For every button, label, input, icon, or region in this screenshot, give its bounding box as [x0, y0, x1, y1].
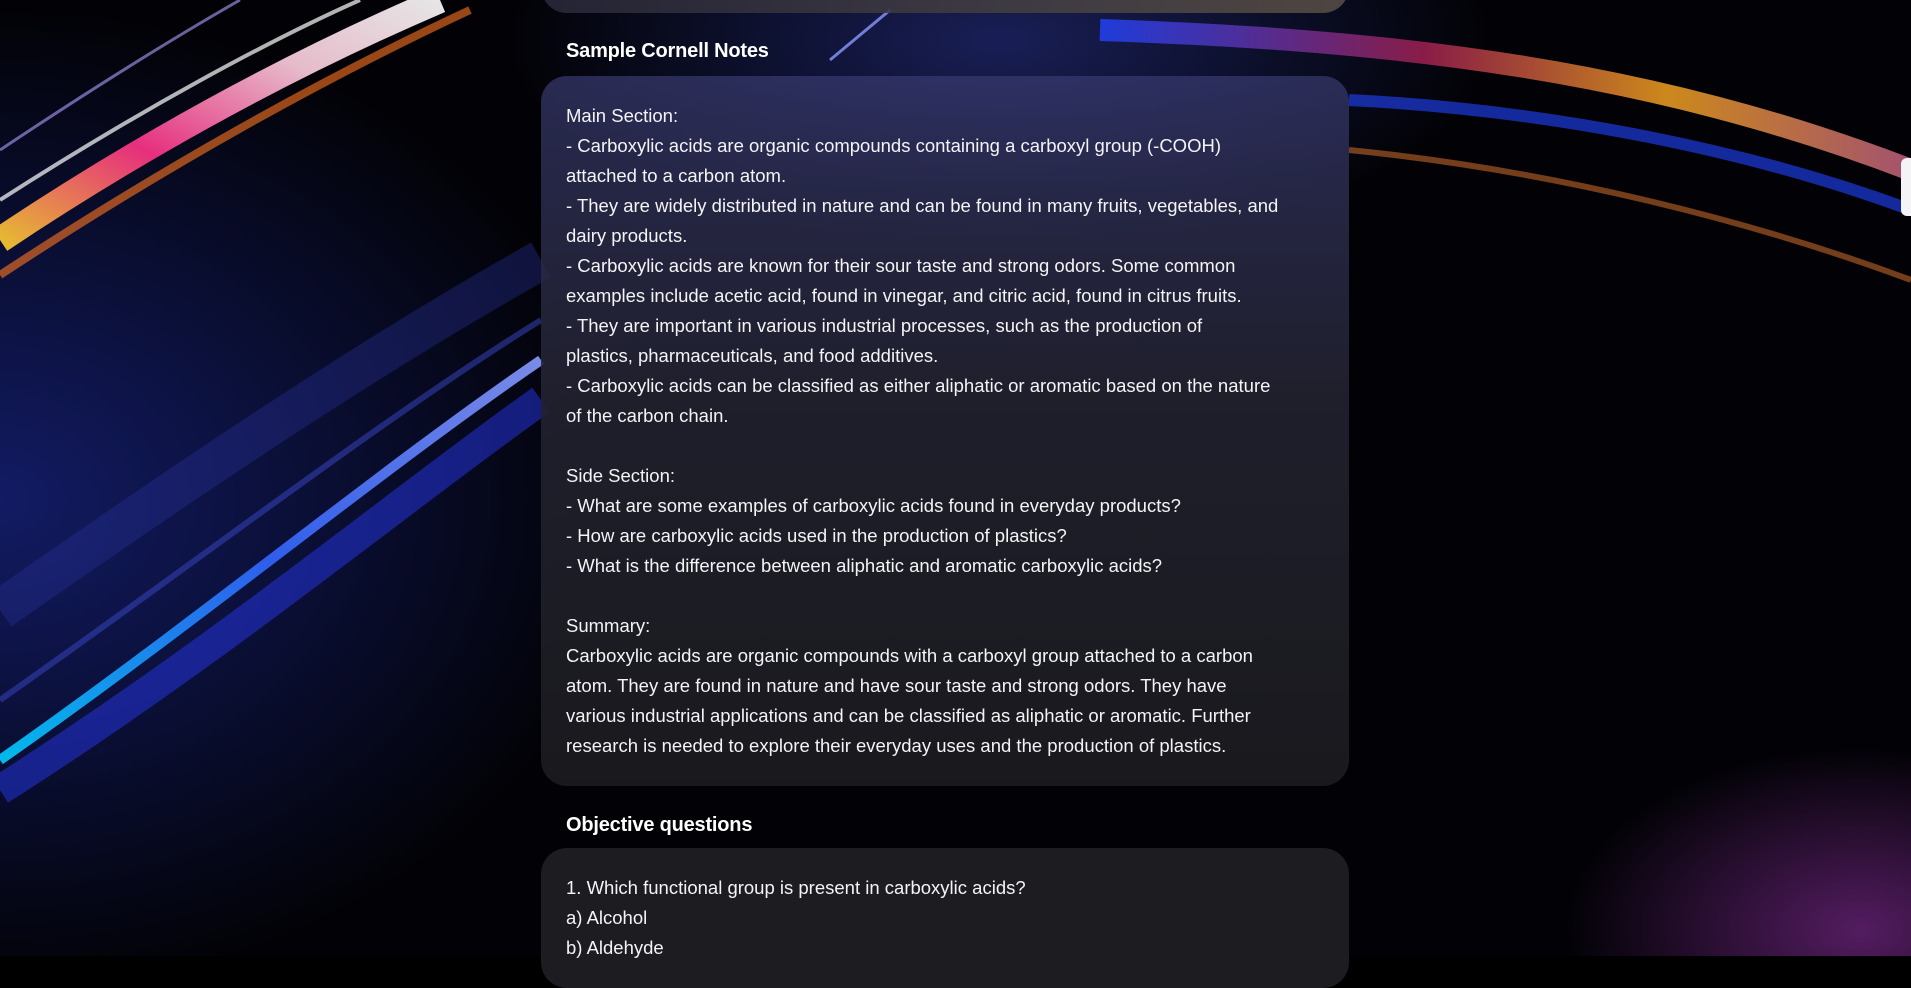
main-section-line: - Carboxylic acids can be classified as either aliphatic or aromatic based on the nature	[566, 375, 1271, 396]
cornell-notes-card	[541, 76, 1349, 786]
main-section-line: - They are important in various industrial processes, such as the production of	[566, 315, 1203, 336]
side-section-line: - What are some examples of carboxylic acids found in everyday products?	[566, 495, 1181, 516]
summary-line: various industrial applications and can be classified as aliphatic or aromatic. Further	[566, 705, 1251, 726]
main-section-line: - Carboxylic acids are known for their sour taste and strong odors. Some common	[566, 255, 1236, 276]
side-section-heading: Side Section:	[566, 465, 676, 486]
main-section-line: - They are widely distributed in nature and can be found in many fruits, vegetables, and	[566, 195, 1279, 216]
main-section-line: plastics, pharmaceuticals, and food additives.	[566, 345, 939, 366]
objective-questions-card	[541, 848, 1349, 988]
question-text: 1. Which functional group is present in carboxylic acids?	[566, 877, 1026, 898]
previous-card-bottom	[541, 0, 1349, 13]
main-section-line: - Carboxylic acids are organic compounds containing a carboxyl group (-COOH)	[566, 135, 1221, 156]
answer-option: a) Alcohol	[566, 907, 648, 928]
notes-section-title: Sample Cornell Notes	[566, 40, 769, 62]
side-section-line: - How are carboxylic acids used in the production of plastics?	[566, 525, 1067, 546]
main-section-heading: Main Section:	[566, 105, 679, 126]
summary-line: atom. They are found in nature and have sour taste and strong odors. They have	[566, 675, 1227, 696]
scrollbar-thumb[interactable]	[1901, 158, 1911, 216]
summary-line: research is needed to explore their everyday uses and the production of plastics.	[566, 735, 1227, 756]
answer-option: b) Aldehyde	[566, 937, 664, 958]
paragraph-gap	[566, 431, 1324, 461]
summary-line: Carboxylic acids are organic compounds with a carboxyl group attached to a carbon	[566, 645, 1253, 666]
main-section-line: dairy products.	[566, 225, 688, 246]
side-section-line: - What is the difference between aliphatic and aromatic carboxylic acids?	[566, 555, 1163, 576]
main-section-line: attached to a carbon atom.	[566, 165, 787, 186]
summary-heading: Summary:	[566, 615, 651, 636]
paragraph-gap	[566, 581, 1324, 611]
objective-questions-title: Objective questions	[566, 814, 753, 836]
main-section-line: examples include acetic acid, found in vinegar, and citric acid, found in citrus fruits.	[566, 285, 1242, 306]
main-section-line: of the carbon chain.	[566, 405, 729, 426]
